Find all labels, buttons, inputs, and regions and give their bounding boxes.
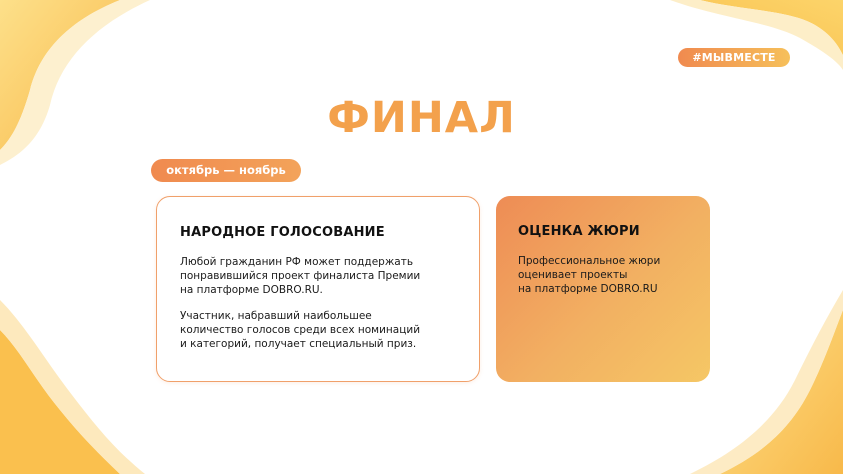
hashtag-badge: #МЫВМЕСТЕ: [678, 48, 790, 67]
voting-card: [156, 196, 480, 382]
jury-card-title: ОЦЕНКА ЖЮРИ: [518, 224, 640, 239]
jury-card: [496, 196, 710, 382]
voting-card-title: НАРОДНОЕ ГОЛОСОВАНИЕ: [180, 225, 385, 240]
page-title: ФИНАЛ: [327, 93, 516, 143]
jury-card-text: Профессиональное жюри оценивает проекты на платформе DOBRO.RU: [518, 255, 661, 295]
voting-card-text-1: Любой гражданин РФ может поддержать понравившийся проект финалиста Премии на платформе DOBRO.RU.: [180, 256, 421, 296]
date-range-badge: октябрь — ноябрь: [151, 159, 301, 182]
voting-card-text-2: Участник, набравший наибольшее количество голосов среди всех номинаций и категорий, получает специальный приз.: [180, 310, 421, 350]
